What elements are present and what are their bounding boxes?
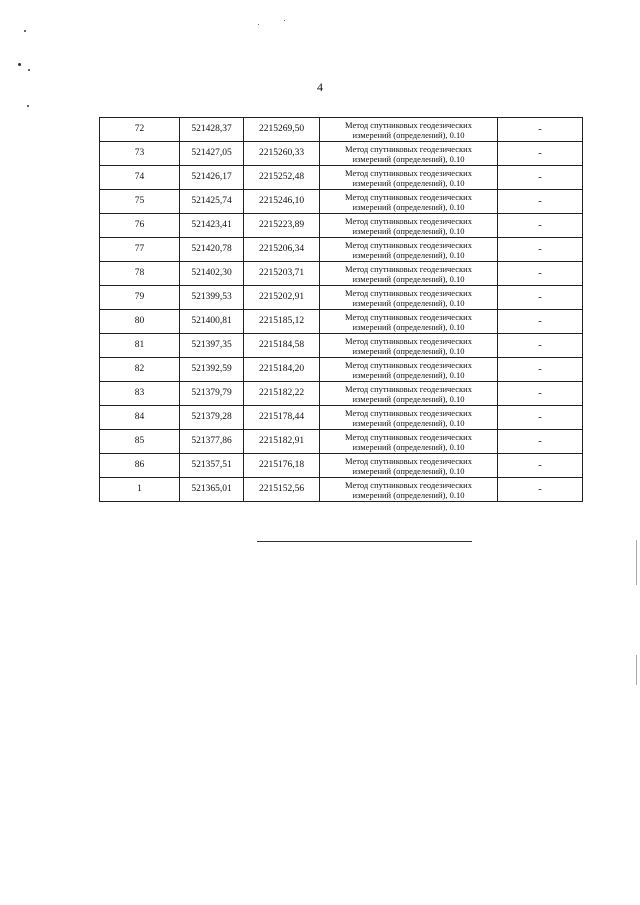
point-number-cell: 76 [100,214,180,238]
point-number-cell: 82 [100,358,180,382]
method-line-1: Метод спутниковых геодезических [345,311,472,322]
method-line-2: измерений (определений), 0.10 [352,393,465,404]
y-coordinate-cell: 2215202,91 [244,286,320,310]
x-coordinate-cell: 521377,86 [180,430,244,454]
coordinates-table [99,117,583,502]
method-line-2: измерений (определений), 0.10 [352,297,465,308]
scan-speck [258,24,259,25]
page-number: 4 [317,80,323,94]
method-line-2: измерений (определений), 0.10 [352,321,465,332]
coordinates-table-body [100,118,583,502]
scan-speck [18,63,21,66]
scan-speck [28,69,30,71]
note-cell: - [498,478,583,502]
method-line-1: Метод спутниковых геодезических [345,191,472,202]
method-line-1: Метод спутниковых геодезических [345,167,472,178]
closing-line [257,541,472,542]
y-coordinate-cell: 2215246,10 [244,190,320,214]
method-line-1: Метод спутниковых геодезических [345,287,472,298]
x-coordinate-cell: 521379,79 [180,382,244,406]
x-coordinate-cell: 521402,30 [180,262,244,286]
method-cell [320,286,498,310]
x-coordinate-cell: 521423,41 [180,214,244,238]
method-line-1: Метод спутниковых геодезических [345,335,472,346]
method-line-2: измерений (определений), 0.10 [352,369,465,380]
table-row [100,262,583,286]
point-number-cell: 83 [100,382,180,406]
point-number-cell: 73 [100,142,180,166]
note-cell: - [498,166,583,190]
scan-edge-mark [636,540,637,585]
table-row [100,310,583,334]
method-line-2: измерений (определений), 0.10 [352,441,465,452]
y-coordinate-cell: 2215223,89 [244,214,320,238]
table-row [100,406,583,430]
y-coordinate-cell: 2215206,34 [244,238,320,262]
point-number-cell: 84 [100,406,180,430]
note-cell: - [498,382,583,406]
table-row [100,358,583,382]
method-line-2: измерений (определений), 0.10 [352,249,465,260]
method-cell [320,382,498,406]
method-cell [320,214,498,238]
point-number-cell: 86 [100,454,180,478]
x-coordinate-cell: 521392,59 [180,358,244,382]
method-cell [320,310,498,334]
table-row [100,190,583,214]
table-row [100,454,583,478]
scan-speck [27,105,29,107]
method-cell [320,406,498,430]
method-line-1: Метод спутниковых геодезических [345,215,472,226]
note-cell: - [498,238,583,262]
method-line-2: измерений (определений), 0.10 [352,129,465,140]
x-coordinate-cell: 521379,28 [180,406,244,430]
method-line-1: Метод спутниковых геодезических [345,431,472,442]
note-cell: - [498,142,583,166]
method-line-2: измерений (определений), 0.10 [352,177,465,188]
x-coordinate-cell: 521425,74 [180,190,244,214]
y-coordinate-cell: 2215178,44 [244,406,320,430]
point-number-cell: 85 [100,430,180,454]
note-cell: - [498,430,583,454]
y-coordinate-cell: 2215176,18 [244,454,320,478]
table-row [100,382,583,406]
method-line-2: измерений (определений), 0.10 [352,225,465,236]
note-cell: - [498,214,583,238]
x-coordinate-cell: 521365,01 [180,478,244,502]
y-coordinate-cell: 2215252,48 [244,166,320,190]
point-number-cell: 74 [100,166,180,190]
y-coordinate-cell: 2215182,22 [244,382,320,406]
point-number-cell: 72 [100,118,180,142]
method-line-1: Метод спутниковых геодезических [345,479,472,490]
point-number-cell: 77 [100,238,180,262]
y-coordinate-cell: 2215203,71 [244,262,320,286]
method-line-1: Метод спутниковых геодезических [345,407,472,418]
table-row [100,166,583,190]
point-number-cell: 81 [100,334,180,358]
table-row [100,142,583,166]
method-cell [320,262,498,286]
table-row [100,430,583,454]
note-cell: - [498,286,583,310]
x-coordinate-cell: 521426,17 [180,166,244,190]
table-row [100,334,583,358]
note-cell: - [498,118,583,142]
table-row [100,118,583,142]
method-cell [320,358,498,382]
method-line-2: измерений (определений), 0.10 [352,489,465,500]
x-coordinate-cell: 521399,53 [180,286,244,310]
note-cell: - [498,406,583,430]
point-number-cell: 79 [100,286,180,310]
method-line-2: измерений (определений), 0.10 [352,417,465,428]
method-line-1: Метод спутниковых геодезических [345,383,472,394]
method-cell [320,478,498,502]
y-coordinate-cell: 2215152,56 [244,478,320,502]
method-cell [320,454,498,478]
method-cell [320,334,498,358]
table-row [100,478,583,502]
y-coordinate-cell: 2215182,91 [244,430,320,454]
x-coordinate-cell: 521427,05 [180,142,244,166]
method-line-1: Метод спутниковых геодезических [345,143,472,154]
scan-speck [24,30,26,32]
method-cell [320,238,498,262]
table-row [100,238,583,262]
x-coordinate-cell: 521400,81 [180,310,244,334]
point-number-cell: 80 [100,310,180,334]
method-line-1: Метод спутниковых геодезических [345,119,472,130]
table-row [100,286,583,310]
method-line-1: Метод спутниковых геодезических [345,239,472,250]
scan-speck [284,20,285,21]
y-coordinate-cell: 2215269,50 [244,118,320,142]
note-cell: - [498,262,583,286]
point-number-cell: 1 [100,478,180,502]
x-coordinate-cell: 521357,51 [180,454,244,478]
x-coordinate-cell: 521397,35 [180,334,244,358]
table-row [100,214,583,238]
method-cell [320,166,498,190]
note-cell: - [498,454,583,478]
y-coordinate-cell: 2215185,12 [244,310,320,334]
y-coordinate-cell: 2215184,58 [244,334,320,358]
method-line-2: измерений (определений), 0.10 [352,153,465,164]
method-line-1: Метод спутниковых геодезических [345,455,472,466]
method-cell [320,118,498,142]
method-line-2: измерений (определений), 0.10 [352,201,465,212]
scan-edge-mark [636,655,637,685]
x-coordinate-cell: 521428,37 [180,118,244,142]
point-number-cell: 75 [100,190,180,214]
note-cell: - [498,190,583,214]
point-number-cell: 78 [100,262,180,286]
method-line-1: Метод спутниковых геодезических [345,263,472,274]
method-cell [320,190,498,214]
method-line-2: измерений (определений), 0.10 [352,465,465,476]
method-cell [320,142,498,166]
method-line-2: измерений (определений), 0.10 [352,273,465,284]
note-cell: - [498,334,583,358]
note-cell: - [498,310,583,334]
y-coordinate-cell: 2215260,33 [244,142,320,166]
method-cell [320,430,498,454]
x-coordinate-cell: 521420,78 [180,238,244,262]
method-line-2: измерений (определений), 0.10 [352,345,465,356]
method-line-1: Метод спутниковых геодезических [345,359,472,370]
y-coordinate-cell: 2215184,20 [244,358,320,382]
note-cell: - [498,358,583,382]
